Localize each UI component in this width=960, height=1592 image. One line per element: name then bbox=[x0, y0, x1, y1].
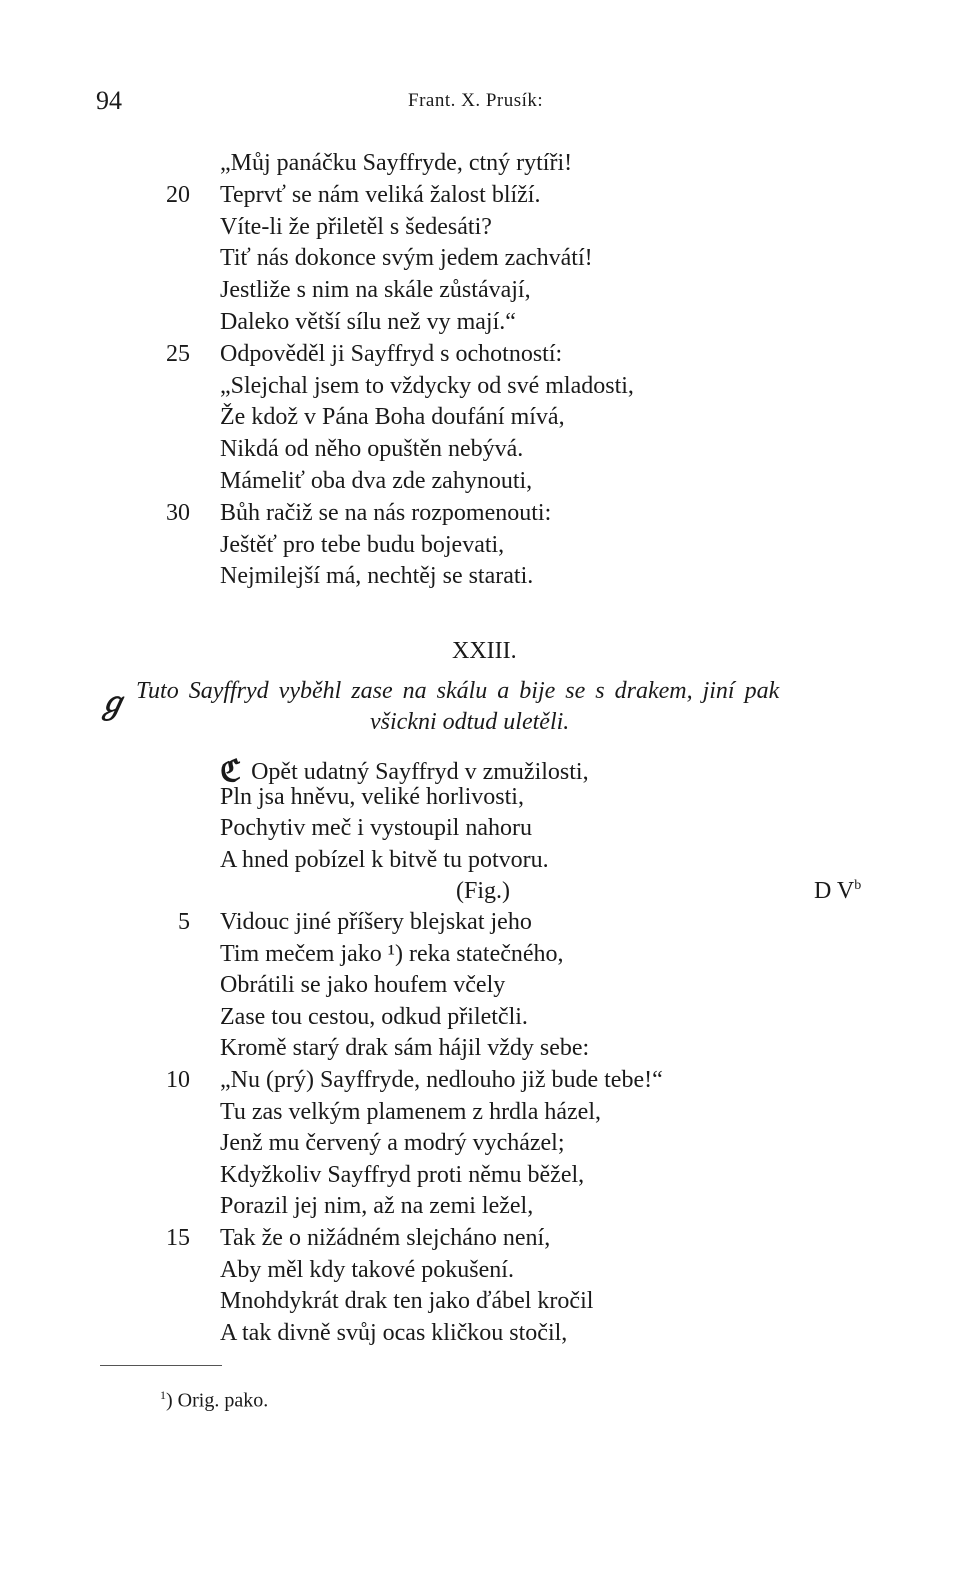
footnote-rule bbox=[100, 1365, 222, 1366]
verse-text-content: Aby měl kdy takové pokušení. bbox=[220, 1256, 514, 1283]
verse-text-content: Pln jsa hněvu, veliké horlivosti, bbox=[220, 783, 524, 810]
rubric-mark-icon: ℊ bbox=[97, 687, 127, 720]
verse-line bbox=[0, 1162, 960, 1194]
verse-text-content: Nejmilejší má, nechtěj se starati. bbox=[220, 563, 534, 590]
verse-text-content: Nikdá od něho opuštěn nebývá. bbox=[220, 436, 524, 463]
verse-text-content: Teprvť se nám veliká žalost blíží. bbox=[220, 181, 541, 208]
verse-text-content: A hned pobízel k bitvě tu potvoru. bbox=[220, 846, 549, 873]
verse-text-content: A tak divně svůj ocas kličkou stočil, bbox=[220, 1319, 568, 1346]
verse-text-content: Bůh račiž se na nás rozpomenouti: bbox=[220, 499, 552, 526]
footnote bbox=[160, 1388, 268, 1413]
verse-text bbox=[220, 972, 505, 999]
verse-line bbox=[0, 1130, 960, 1162]
verse-line bbox=[0, 500, 960, 532]
running-head: Frant. X. Prusík: bbox=[408, 90, 544, 111]
paragraph-mark-icon: ℭ bbox=[220, 755, 242, 788]
verse-text-content: Mámeliť oba dva zde zahynouti, bbox=[220, 468, 533, 494]
verse-text bbox=[220, 1004, 528, 1031]
verse-text bbox=[220, 941, 564, 968]
verse-line bbox=[0, 245, 960, 277]
footnote-text: ) Orig. pako. bbox=[166, 1389, 269, 1412]
verse-text bbox=[220, 1099, 601, 1126]
verse-line bbox=[0, 436, 960, 468]
verse-text bbox=[220, 150, 572, 177]
verse-text-content: Víte-li že přiletěl s šedesáti? bbox=[220, 213, 492, 240]
verse-text bbox=[220, 1067, 663, 1094]
verse-text bbox=[220, 847, 549, 874]
verse-text bbox=[220, 404, 565, 431]
verse-line bbox=[0, 309, 960, 341]
verse-text bbox=[220, 245, 593, 272]
verse-text-content: „Nu (prý) Sayffryde, nedlouho již bude tebe!“ bbox=[220, 1067, 663, 1093]
verse-line bbox=[0, 468, 960, 500]
verse-text bbox=[220, 277, 531, 304]
footnote-marker: 1 bbox=[160, 1388, 166, 1402]
verse-text-content: Tim mečem jako ¹) reka statečného, bbox=[220, 940, 564, 967]
verse-text bbox=[220, 909, 532, 936]
rubric-line-2: všickni odtud uletěli. bbox=[370, 709, 570, 735]
verse-text bbox=[220, 1193, 533, 1220]
verse-line bbox=[0, 532, 960, 564]
verse-text-content: Jestliže s nim na skále zůstávají, bbox=[220, 277, 531, 304]
verse-line bbox=[0, 404, 960, 436]
verse-text-content: Odpověděl ji Sayffryd s ochotností: bbox=[220, 340, 563, 367]
verse-text-content: Daleko větší sílu než vy mají.“ bbox=[220, 309, 516, 335]
verse-text bbox=[220, 1225, 550, 1252]
line-number: 10 bbox=[166, 1067, 190, 1093]
signature-superscript: b bbox=[854, 878, 862, 893]
verse-text-content: Tu zas velkým plamenem z hrdla házel, bbox=[220, 1098, 601, 1125]
verse-text bbox=[220, 500, 551, 527]
verse-line bbox=[0, 941, 960, 973]
verse-text-content: Mnohdykrát drak ten jako ďábel kročil bbox=[220, 1288, 594, 1315]
verse-text bbox=[220, 1035, 589, 1062]
verse-line bbox=[0, 563, 960, 595]
signature-text: D V bbox=[814, 878, 855, 904]
verse-line bbox=[0, 277, 960, 309]
verse-text bbox=[220, 1320, 567, 1347]
verse-text-content: „Slejchal jsem to vždycky od své mladosti, bbox=[220, 372, 634, 399]
verse-text bbox=[220, 373, 634, 400]
verse-line bbox=[0, 1067, 960, 1099]
verse-text bbox=[220, 532, 504, 559]
verse-line bbox=[0, 815, 960, 847]
verse-text bbox=[220, 182, 540, 209]
verse-text-content: Že kdož v Pána Boha doufání mívá, bbox=[220, 404, 565, 431]
verse-line bbox=[0, 341, 960, 373]
verse-text bbox=[220, 563, 533, 590]
verse-text bbox=[220, 468, 532, 495]
verse-line bbox=[0, 847, 960, 879]
verse-line bbox=[0, 1288, 960, 1320]
verse-text bbox=[220, 341, 562, 368]
verse-text-content: Pochytiv meč i vystoupil nahoru bbox=[220, 815, 532, 841]
verse-text-content: Ještěť pro tebe budu bojevati, bbox=[220, 531, 505, 558]
verse-line bbox=[0, 1257, 960, 1289]
verse-line bbox=[0, 1320, 960, 1352]
verse-text bbox=[220, 815, 532, 842]
verse-text bbox=[220, 309, 516, 336]
section-numeral: XXIII. bbox=[452, 638, 517, 664]
verse-text-content: Kdyžkoliv Sayffryd proti němu běžel, bbox=[220, 1161, 585, 1188]
verse-text-content: Opět udatný Sayffryd v zmužilosti, bbox=[251, 759, 589, 785]
line-number: 20 bbox=[166, 181, 190, 208]
verse-line bbox=[0, 1004, 960, 1036]
verse-text-content: Zase tou cestou, odkud přiletčli. bbox=[220, 1003, 528, 1030]
verse-line bbox=[0, 182, 960, 214]
figure-marker: (Fig.) bbox=[456, 878, 510, 904]
verse-line bbox=[0, 1225, 960, 1257]
verse-text-content: Porazil jej nim, až na zemi ležel, bbox=[220, 1193, 534, 1220]
verse-line bbox=[0, 1193, 960, 1225]
line-number: 5 bbox=[178, 909, 190, 935]
verse-line bbox=[0, 909, 960, 941]
verse-text bbox=[220, 1162, 584, 1189]
verse-line bbox=[0, 1099, 960, 1131]
verse-text bbox=[220, 1288, 593, 1315]
verse-text-content: Obrátili se jako houfem včely bbox=[220, 972, 506, 999]
line-number: 25 bbox=[166, 340, 190, 367]
verse-line bbox=[0, 752, 960, 788]
verse-text-content: Tiť nás dokonce svým jedem zachvátí! bbox=[220, 245, 593, 272]
verse-text-content: „Můj panáčku Sayffryde, ctný rytíři! bbox=[220, 150, 573, 176]
verse-line bbox=[0, 972, 960, 1004]
verse-text-content: Jenž mu červený a modrý vycházel; bbox=[220, 1130, 565, 1157]
verse-line bbox=[0, 150, 960, 182]
verse-text-content: Kromě starý drak sám hájil vždy sebe: bbox=[220, 1035, 590, 1062]
verse-text bbox=[220, 784, 524, 811]
line-number: 15 bbox=[166, 1225, 190, 1251]
verse-text bbox=[220, 1257, 514, 1284]
verse-text-content: Vidouc jiné příšery blejskat jeho bbox=[220, 909, 532, 935]
line-number: 30 bbox=[166, 499, 190, 526]
verse-text bbox=[220, 1130, 565, 1157]
verse-text bbox=[220, 214, 492, 241]
verse-line bbox=[0, 373, 960, 405]
rubric-line-1: Tuto Sayffryd vyběhl zase na skálu a bije se s drakem, jiní pak bbox=[136, 678, 780, 704]
verse-line bbox=[0, 784, 960, 816]
verse-text bbox=[220, 436, 523, 463]
verse-line bbox=[0, 214, 960, 246]
printer-signature bbox=[814, 878, 861, 905]
verse-text-content: Tak že o nižádném slejcháno není, bbox=[220, 1225, 551, 1251]
verse-line bbox=[0, 1035, 960, 1067]
verse-text bbox=[220, 752, 589, 787]
page-number: 94 bbox=[96, 86, 122, 115]
